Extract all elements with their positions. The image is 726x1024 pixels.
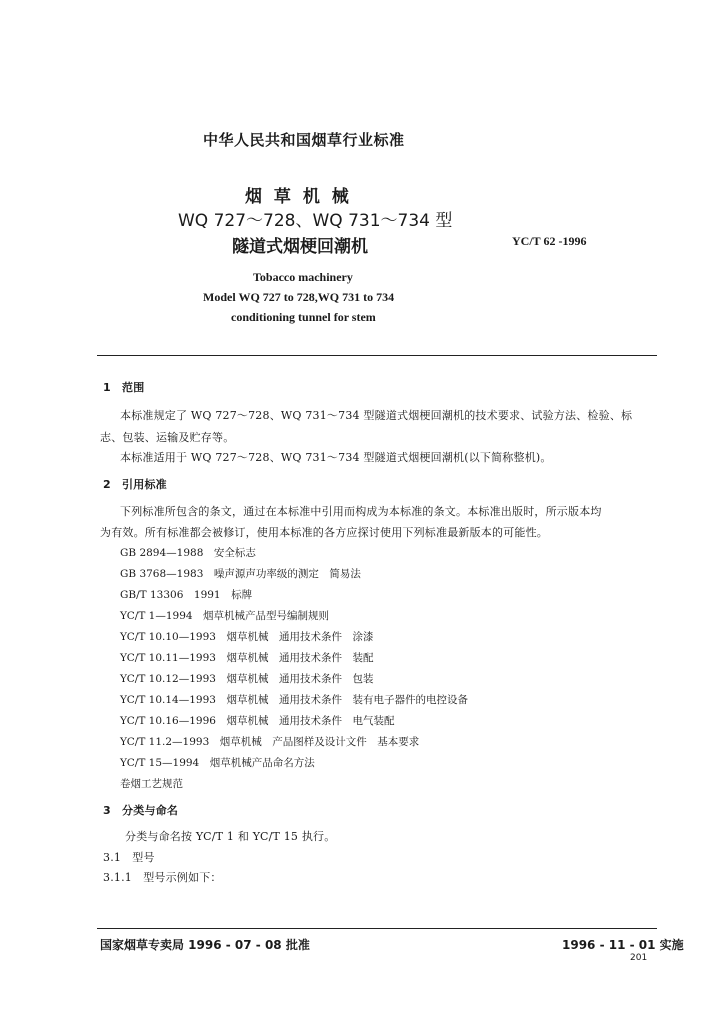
section-1-para-1a: 本标准规定了 WQ 727～728、WQ 731～734 型隧道式烟梗回潮机的技术要求、试验方法、检验、标	[120, 409, 633, 422]
ref-item: GB 3768—1983 噪声源声功率级的测定 简易法	[120, 568, 361, 580]
english-title-1: Tobacco machinery	[253, 270, 353, 284]
title-line-3: 隧道式烟梗回潮机	[232, 237, 368, 257]
industry-standard-title: 中华人民共和国烟草行业标准	[203, 131, 405, 149]
title-line-2: WQ 727～728、WQ 731～734 型	[178, 211, 453, 231]
ref-item: YC/T 11.2—1993 烟草机械 产品图样及设计文件 基本要求	[120, 736, 420, 748]
section-3-1-1-heading: 3.1.1 型号示例如下：	[103, 871, 222, 884]
page-number: 201	[630, 953, 648, 963]
title-line-1: 烟 草 机 械	[245, 187, 352, 207]
section-1-heading: 1 范围	[103, 381, 145, 394]
ref-item: YC/T 10.11—1993 烟草机械 通用技术条件 装配	[120, 652, 374, 664]
english-title-3: conditioning tunnel for stem	[231, 310, 376, 324]
section-2-intro-a: 下列标准所包含的条文，通过在本标准中引用而构成为本标准的条文。本标准出版时，所示版本均	[120, 505, 602, 518]
standard-number: YC/T 62 -1996	[512, 234, 587, 248]
section-2-intro-b: 为有效。所有标准都会被修订，使用本标准的各方应探讨使用下列标准最新版本的可能性。	[100, 526, 548, 539]
section-3-para: 分类与命名按 YC/T 1 和 YC/T 15 执行。	[125, 830, 336, 843]
footer-divider	[97, 928, 657, 929]
ref-item: YC/T 10.10—1993 烟草机械 通用技术条件 涂漆	[120, 631, 374, 643]
ref-item: GB/T 13306 1991 标牌	[120, 589, 253, 601]
section-3-heading: 3 分类与命名	[103, 804, 179, 817]
section-3-1-heading: 3.1 型号	[103, 851, 155, 864]
issue-authority-date: 国家烟草专卖局 1996 - 07 - 08 批准	[100, 938, 310, 952]
section-2-heading: 2 引用标准	[103, 478, 167, 491]
ref-item: YC/T 10.16—1996 烟草机械 通用技术条件 电气装配	[120, 715, 395, 727]
ref-item: YC/T 10.12—1993 烟草机械 通用技术条件 包装	[120, 673, 374, 685]
header-divider	[97, 355, 657, 356]
section-1-para-2: 本标准适用于 WQ 727～728、WQ 731～734 型隧道式烟梗回潮机(以下简称整机)。	[120, 451, 552, 464]
effective-date: 1996 - 11 - 01 实施	[562, 938, 684, 952]
ref-item: YC/T 15—1994 烟草机械产品命名方法	[120, 757, 315, 769]
english-title-2: Model WQ 727 to 728,WQ 731 to 734	[203, 290, 395, 304]
ref-item: GB 2894—1988 安全标志	[120, 547, 256, 559]
section-1-para-1b: 志、包装、运输及贮存等。	[100, 431, 235, 444]
ref-item: YC/T 10.14—1993 烟草机械 通用技术条件 装有电子器件的电控设备	[120, 694, 468, 706]
ref-item: 卷烟工艺规范	[120, 778, 183, 790]
ref-item: YC/T 1—1994 烟草机械产品型号编制规则	[120, 610, 330, 622]
